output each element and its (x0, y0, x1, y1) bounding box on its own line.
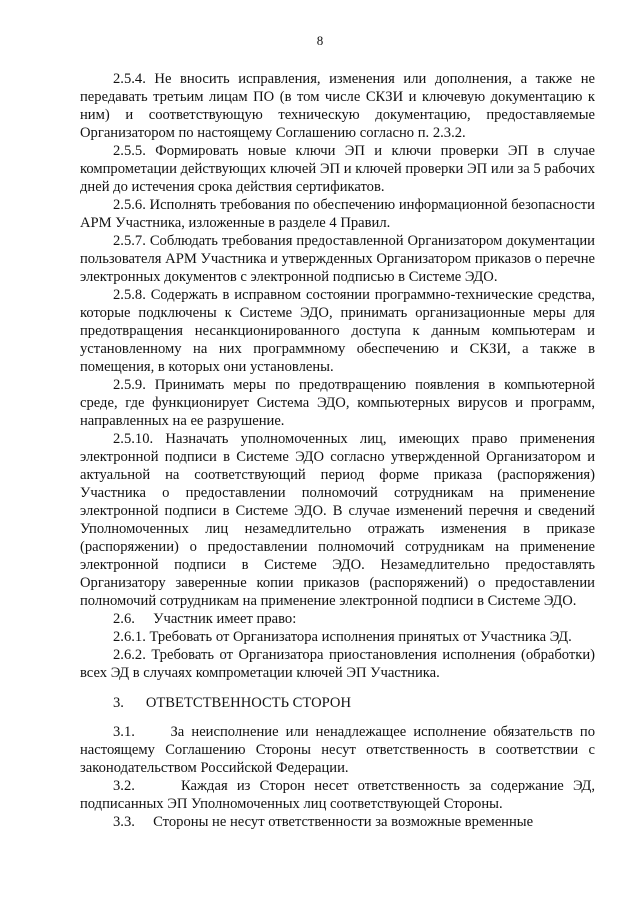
section-heading (80, 682, 595, 723)
clause-number: 2.6.1. (113, 629, 146, 645)
clause-number: 2.6. (113, 611, 135, 627)
clause-paragraph (80, 376, 595, 430)
clause-text: Назначать уполномоченных лиц, имеющих право применения электронной подписи в Системе ЭДО согласно утвержденной Организатором и актуальной на соответствующий период форме приказа (распоряжения) Участника о предоставлении полномочий сотрудникам на применение электронной подписи в Системе ЭДО. В случае изменений перечня и сведений Уполномоченных лиц незамедлительно отражать изменения в приказе (распоряжении) о предоставлении полномочий сотрудникам на применение электронной подписи в Системе ЭДО. Незамедлительно предоставлять Организатору заверенные копии приказов (распоряжений) о предоставлении полномочий сотрудникам на применение электронной подписи в Системе ЭДО. (80, 431, 595, 609)
page-number: 8 (316, 33, 324, 48)
section-3-paragraphs (80, 723, 595, 831)
clause-text: Стороны не несут ответственности за возможные временные (153, 814, 534, 830)
clause-paragraph (80, 646, 595, 682)
clause-number: 2.5.6. (113, 197, 146, 213)
clause-number: 2.5.4. (113, 71, 146, 87)
clause-text: Формировать новые ключи ЭП и ключи проверки ЭП в случае компрометации действующих ключей ЭП и ключей проверки ЭП или за 5 рабочих дней до истечения срока действия сертификатов. (80, 143, 595, 195)
clause-text: Соблюдать требования предоставленной Организатором документации пользователя АРМ Участника и утвержденных Организатором приказов о перечне электронных документов с электронной подписью в Системе ЭДО. (80, 233, 595, 285)
clause-number: 3.1. (113, 724, 135, 740)
clause-number: 2.5.9. (113, 377, 146, 393)
clause-number: 3.2. (113, 778, 135, 794)
clause-number: 2.5.7. (113, 233, 146, 249)
clause-number: 3.3. (113, 814, 135, 830)
clause-paragraph (80, 430, 595, 610)
section-title: ОТВЕТСТВЕННОСТЬ СТОРОН (145, 695, 351, 711)
clause-paragraph (80, 813, 595, 831)
clause-paragraph (80, 232, 595, 286)
clause-paragraph (80, 286, 595, 376)
clause-text: Содержать в исправном состоянии программно-технические средства, которые подключены к Системе ЭДО, принимать организационные меры для предотвращения несанкционированного доступа к данным компьютерам и установленному на них программному обеспечению и СКЗИ, а также в помещения, в которых они установлены. (80, 287, 595, 375)
section-number: 3. (113, 695, 124, 711)
document-body (80, 70, 595, 831)
clause-number: 2.5.5. (113, 143, 146, 159)
clause-text: Исполнять требования по обеспечению информационной безопасности АРМ Участника, изложенные в разделе 4 Правил. (80, 197, 595, 231)
clause-text: Участник имеет право: (153, 611, 297, 627)
clause-number: 2.6.2. (113, 647, 146, 663)
clause-text: За неисполнение или ненадлежащее исполнение обязательств по настоящему Соглашению Стороны несут ответственность в соответствии с законодательством Российской Федерации. (80, 724, 595, 776)
clause-text: Требовать от Организатора приостановления исполнения (обработки) всех ЭД в случаях компрометации ключей ЭП Участника. (80, 647, 596, 681)
clause-paragraph (80, 610, 595, 628)
clause-number: 2.5.10. (113, 431, 154, 447)
clause-paragraph (80, 196, 595, 232)
section-2-paragraphs (80, 70, 595, 682)
clause-paragraph (80, 723, 595, 777)
clause-text: Не вносить исправления, изменения или дополнения, а также не передавать третьим лицам ПО (в том числе СКЗИ и ключевую документацию к ним) и соответствующую техническую документацию, предоставляемые Организатором по настоящему Соглашению согласно п. 2.3.2. (80, 71, 595, 141)
clause-number: 2.5.8. (113, 287, 146, 303)
clause-text: Принимать меры по предотвращению появления в компьютерной среде, где функционирует Система ЭДО, компьютерных вирусов и программ, направленных на ее разрушение. (80, 377, 595, 429)
clause-text: Требовать от Организатора исполнения принятых от Участника ЭД. (149, 629, 572, 645)
clause-paragraph (80, 777, 595, 813)
clause-paragraph (80, 628, 595, 646)
clause-paragraph (80, 70, 595, 142)
clause-text: Каждая из Сторон несет ответственность за содержание ЭД, подписанных ЭП Уполномоченных лиц соответствующей Стороны. (80, 778, 595, 812)
clause-paragraph (80, 142, 595, 196)
